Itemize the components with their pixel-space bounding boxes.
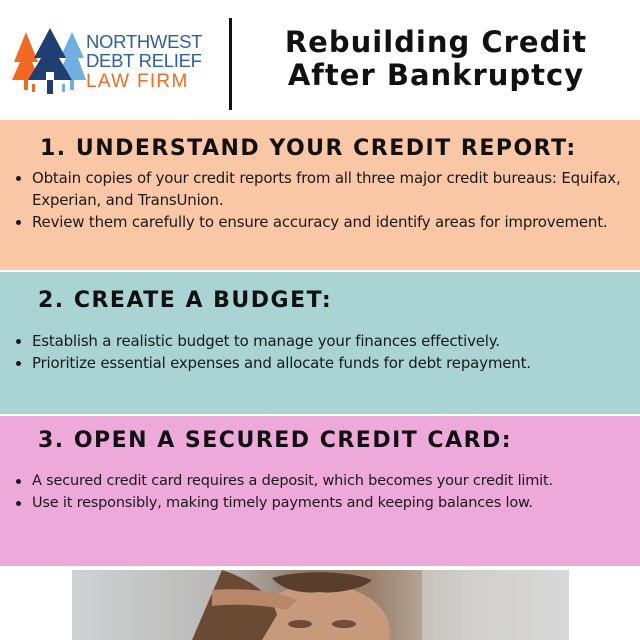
section-budget (0, 272, 640, 414)
list-item: Obtain copies of your credit reports from all three major credit bureaus: Equifax, Experian, and TransUnion. (14, 167, 630, 211)
section-heading: 2. CREATE A BUDGET: (38, 288, 333, 313)
section-heading: 1. UNDERSTAND YOUR CREDIT REPORT: (40, 136, 577, 161)
logo-line-1: NORTHWEST (86, 31, 203, 52)
list-item: Establish a realistic budget to manage your finances effectively. (14, 330, 630, 352)
header-divider (229, 18, 232, 110)
page-title-line-2: After Bankruptcy (287, 58, 585, 92)
bullet-list (14, 167, 630, 233)
man-with-hand-on-forehead-photo (72, 570, 569, 640)
section-credit-report (0, 120, 640, 270)
section-heading: 3. OPEN A SECURED CREDIT CARD: (38, 428, 513, 453)
bullet-list (14, 330, 630, 374)
logo-text (86, 32, 216, 91)
list-item: Review them carefully to ensure accuracy and identify areas for improvement. (14, 211, 630, 233)
logo-line-3: LAW FIRM (86, 71, 189, 92)
list-item: A secured credit card requires a deposit, which becomes your credit limit. (14, 470, 630, 492)
logo-line-2: DEBT RELIEF (86, 50, 202, 71)
page-title-line-1: Rebuilding Credit (284, 25, 588, 59)
list-item: Prioritize essential expenses and allocate funds for debt repayment. (14, 352, 630, 374)
list-item: Use it responsibly, making timely payments and keeping balances low. (14, 492, 630, 514)
pine-trees-logo-icon (12, 28, 86, 98)
page-title (244, 26, 628, 92)
header (0, 0, 640, 120)
bullet-list (14, 470, 630, 514)
section-secured-card (0, 416, 640, 566)
